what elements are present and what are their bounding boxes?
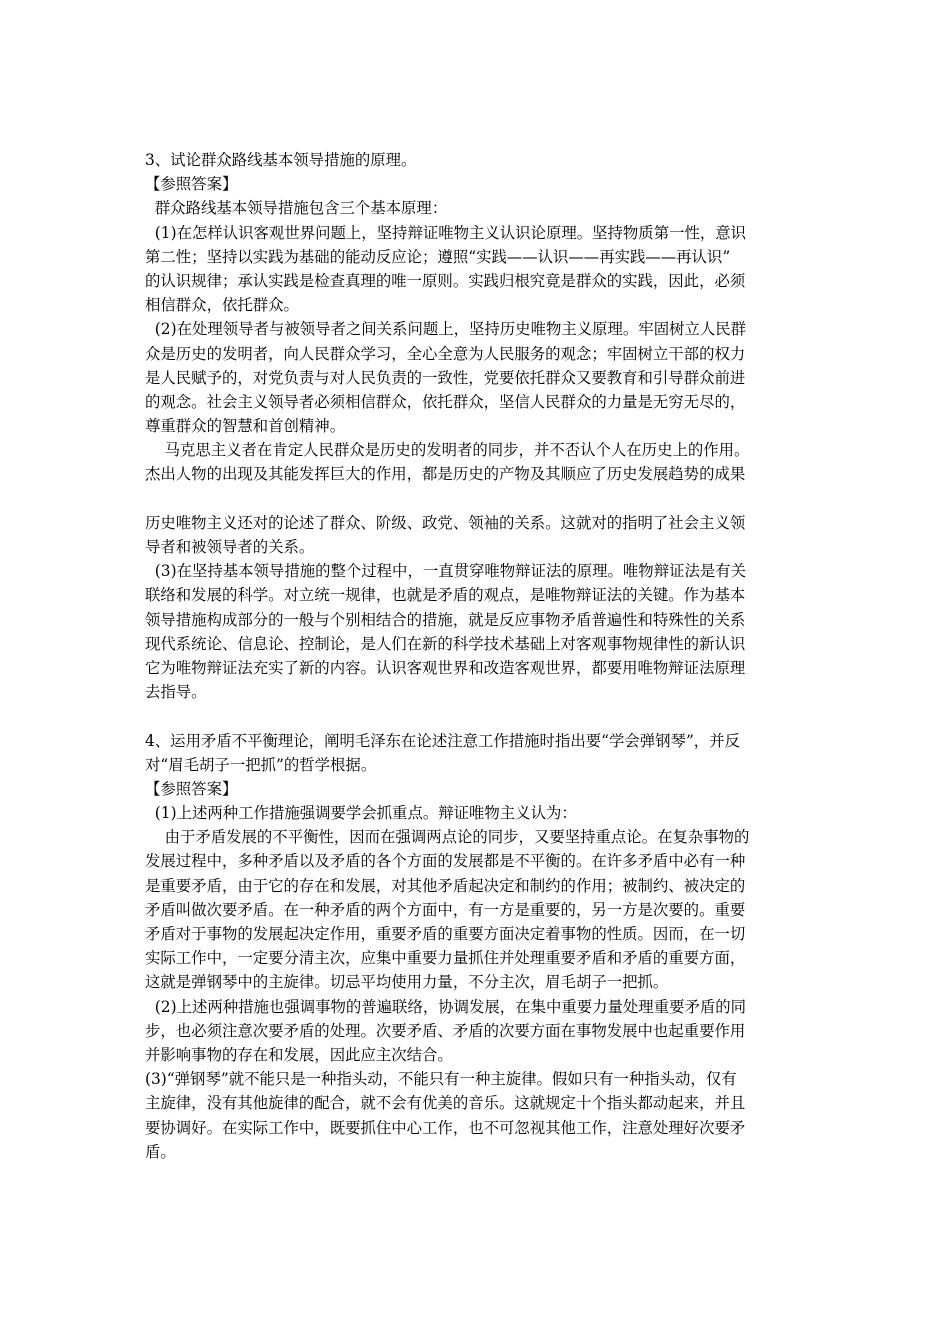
text-line: 是重要矛盾，由于它的存在和发展，对其他矛盾起决定和制约的作用；被制约、被决定的 <box>145 876 746 895</box>
text-line: 去指导。 <box>145 683 207 702</box>
text-line: 矛盾对于事物的发展起决定作用，重要矛盾的重要方面决定着事物的性质。因而，在一切 <box>145 925 746 943</box>
text-line: 主旋律，没有其他旋律的配合，就不会有优美的音乐。这就规定十个指头都动起来，并且 <box>145 1094 746 1113</box>
text-line: (3)“弹钢琴”就不能只是一种指头动，不能只有一种主旋律。假如只有一种指头动，仅有 <box>145 1070 737 1089</box>
text-line: 步，也必须注意次要矛盾的处理。次要矛盾、矛盾的次要方面在事物发展中也起重要作用 <box>145 1021 746 1040</box>
text-line: 历史唯物主义还对的论述了群众、阶级、政党、领袖的关系。这就对的指明了社会主义领 <box>145 513 746 532</box>
text-line: 联络和发展的科学。对立统一规律，也就是矛盾的观点，是唯物辩证法的关键。作为基本 <box>145 586 746 605</box>
text-line: 相信群众，依托群众。 <box>145 296 299 315</box>
text-line: 它为唯物辩证法充实了新的内容。认识客观世界和改造客观世界，都要用唯物辩证法原理 <box>145 658 746 677</box>
text-line: 3、试论群众路线基本领导措施的原理。 <box>145 151 417 169</box>
blank-line <box>145 704 809 728</box>
text-line: 【参照答案】 <box>145 175 238 194</box>
text-line: 盾。 <box>145 1142 176 1161</box>
text-line: 4、运用矛盾不平衡理论，阐明毛泽东在论述注意工作措施时指出要“学会弹钢琴”，并反 <box>145 731 740 750</box>
text-line: (3)在坚持基本领导措施的整个过程中，一直贯穿唯物辩证法的原理。唯物辩证法是有关 <box>145 562 747 581</box>
text-line: 发展过程中，多种矛盾以及矛盾的各个方面的发展都是不平衡的。在许多矛盾中必有一种 <box>145 852 746 871</box>
text-line: (1)在怎样认识客观世界问题上，坚持辩证唯物主义认识论原理。坚持物质第一性，意识 <box>145 223 747 242</box>
text-line: 这就是弹钢琴中的主旋律。切忌平均使用力量，不分主次，眉毛胡子一把抓。 <box>145 973 669 992</box>
text-line: (1)上述两种工作措施强调要学会抓重点。辩证唯物主义认为： <box>145 804 577 823</box>
text-line: 对“眉毛胡子一把抓”的哲学根据。 <box>145 755 377 774</box>
text-line: 现代系统论、信息论、控制论，是人们在新的科学技术基础上对客观事物规律性的新认识 <box>145 634 746 653</box>
text-line: 要协调好。在实际工作中，既要抓住中心工作，也不可忽视其他工作，注意处理好次要矛 <box>145 1118 746 1137</box>
text-line: 尊重群众的智慧和首创精神。 <box>145 417 346 436</box>
text-line: 领导措施构成部分的一般与个别相结合的措施，就是反应事物矛盾普遍性和特殊性的关系 <box>145 610 746 629</box>
text-line: 由于矛盾发展的不平衡性，因而在强调两点论的同步，又要坚持重点论。在复杂事物的 <box>145 828 750 847</box>
text-line: 杰出人物的出现及其能发挥巨大的作用，都是历史的产物及其顺应了历史发展趋势的成果 <box>145 465 746 484</box>
text-line: 众是历史的发明者，向人民群众学习，全心全意为人民服务的观念；牢固树立干部的权力 <box>145 344 746 363</box>
text-line: 群众路线基本领导措施包含三个基本原理： <box>145 199 448 218</box>
text-line: (2)在处理领导者与被领导者之间关系问题上，坚持历史唯物主义原理。牢固树立人民群 <box>145 320 747 339</box>
blank-line <box>145 487 809 511</box>
text-line: 第二性；坚持以实践为基础的能动反应论；遵照“实践——认识——再实践——再认识” <box>145 247 731 266</box>
text-line: (2)上述两种措施也强调事物的普遍联络，协调发展，在集中重要力量处理重要矛盾的同 <box>145 997 747 1016</box>
text-line: 实际工作中，一定要分清主次，应集中重要力量抓住并处理重要矛盾和矛盾的重要方面， <box>145 949 746 968</box>
text-line: 马克思主义者在肯定人民群众是历史的发明者的同步，并不否认个人在历史上的作用。 <box>145 441 750 460</box>
text-line: 的观念。社会主义领导者必须相信群众，依托群众，坚信人民群众的力量是无穷无尽的， <box>145 392 746 411</box>
text-line: 的认识规律；承认实践是检查真理的唯一原则。实践归根究竟是群众的实践，因此，必须 <box>145 271 746 290</box>
text-line: 导者和被领导者的关系。 <box>145 538 315 556</box>
text-line: 矛盾叫做次要矛盾。在一种矛盾的两个方面中，有一方是重要的，另一方是次要的。重要 <box>145 900 746 919</box>
text-line: 是人民赋予的，对党负责与对人民负责的一致性，党要依托群众又要教育和引导群众前进 <box>145 368 746 387</box>
text-line: 【参照答案】 <box>145 779 238 798</box>
text-line: 并影响事物的存在和发展，因此应主次结合。 <box>145 1045 453 1064</box>
document-body <box>145 148 809 1164</box>
